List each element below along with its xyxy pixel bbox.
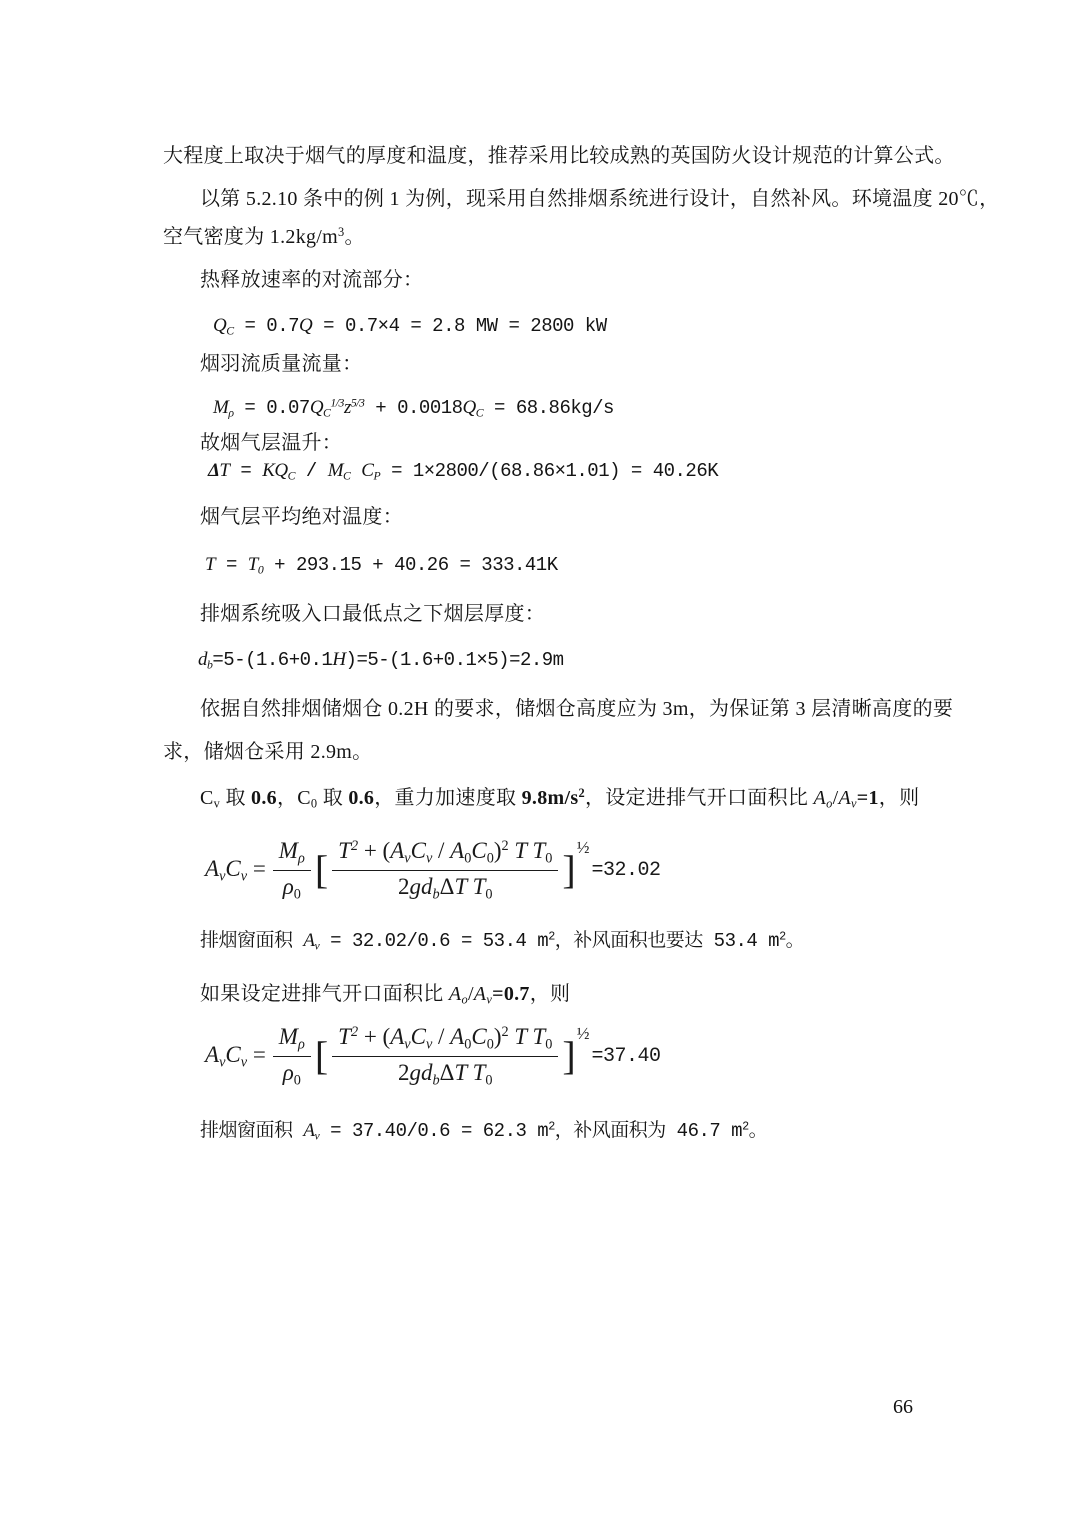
fraction-mp-rho xyxy=(273,1024,311,1088)
label-plume-mass-flow: 烟羽流质量流量： xyxy=(200,353,363,375)
formula-delta-t: ΔT = KQC / MC CP = 1×2800/(68.86×1.01) = 40.26K xyxy=(208,460,719,483)
label-smoke-layer-depth: 排烟系统吸入口最低点之下烟层厚度： xyxy=(200,603,546,625)
label-avg-abs-temp: 烟气层平均绝对温度： xyxy=(200,506,403,528)
paragraph-ratio-07: 如果设定进排气开口面积比 Ao/Av=0.7，则 xyxy=(200,983,571,1007)
paragraph-cv-assumptions: Cv 取 0.6，C0 取 0.6，重力加速度取 $9.8m/s^2$，设定进排气开口面积比 Ao/Av=1，则 xyxy=(200,786,920,811)
formula-result: =37.40 xyxy=(591,1044,661,1068)
bracket-open: [ xyxy=(314,1033,329,1079)
paragraph-reservoir-line2: 求，储烟仓采用 2.9m。 xyxy=(163,741,373,763)
paragraph-example-intro-line1: 以第 5.2.10 条中的例 1 为例，现采用自然排烟系统进行设计，自然补风。环境温度 20℃， xyxy=(200,188,1000,210)
fraction-denominator: ρ0 xyxy=(282,873,301,902)
formula-db: db=5-(1.6+0.1H)=5-(1.6+0.1×5)=2.9m xyxy=(198,649,564,672)
bracket-close: ] xyxy=(562,847,576,893)
fraction-inner xyxy=(332,838,558,902)
paragraph-reservoir-line1: 依据自然排烟储烟仓 0.2H 的要求，储烟仓高度应为 3m，为保证第 3 层清晰高度的要 xyxy=(200,698,954,720)
label-convective-heat-release: 热释放速率的对流部分： xyxy=(200,269,424,291)
label-smoke-temp-rise: 故烟气层温升： xyxy=(200,432,343,454)
formula-mp: $M\rho = 0.07QC^{1/3}z^{5/3} + 0.0018QC = 68.86kg/s$ xyxy=(213,396,614,420)
fraction-denominator: 2gdbΔT T0 xyxy=(398,873,493,902)
fraction-numerator: Mρ xyxy=(273,1024,311,1057)
fraction-numerator: $T^2$ + (AvCv / A0C0)$^2$ T T0 xyxy=(332,838,558,871)
formula-t: T = T0 + 293.15 + 40.26 = 333.41K xyxy=(205,554,558,577)
formula-avcv-case2 xyxy=(205,1024,661,1088)
bracket-close: ] xyxy=(562,1033,576,1079)
paragraph-vent-area-case2: 排烟窗面积 Av = 37.40/0.6 = 62.3 $m^2$，补风面积为 46.7 $m^2$。 xyxy=(200,1119,768,1143)
fraction-numerator: $T^2$ + (AvCv / A0C0)$^2$ T T0 xyxy=(332,1024,558,1057)
bracket-open: [ xyxy=(314,847,329,893)
exponent-half: ½ xyxy=(576,838,590,857)
formula-lhs: AvCv = xyxy=(205,855,266,884)
formula-avcv-case1 xyxy=(205,838,661,902)
formula-qc: QC = 0.7Q = 0.7×4 = 2.8 MW = 2800 kW xyxy=(213,315,607,338)
formula-result: =32.02 xyxy=(591,858,661,882)
fraction-mp-rho xyxy=(273,838,311,902)
fraction-numerator: Mρ xyxy=(273,838,311,871)
paragraph-example-intro-line2: 空气密度为 $1.2kg/m^3$。 xyxy=(163,225,365,248)
paragraph-vent-area-case1: 排烟窗面积 Av = 32.02/0.6 = 53.4 $m^2$，补风面积也要达 53.4 $m^2$。 xyxy=(200,929,805,953)
fraction-denominator: 2gdbΔT T0 xyxy=(398,1059,493,1088)
exponent-half: ½ xyxy=(576,1024,590,1043)
formula-lhs: AvCv = xyxy=(205,1041,266,1070)
fraction-inner xyxy=(332,1024,558,1088)
paragraph-smoke-thickness: 大程度上取决于烟气的厚度和温度，推荐采用比较成熟的英国防火设计规范的计算公式。 xyxy=(163,145,955,167)
page-number: 66 xyxy=(893,1396,913,1418)
fraction-denominator: ρ0 xyxy=(282,1059,301,1088)
